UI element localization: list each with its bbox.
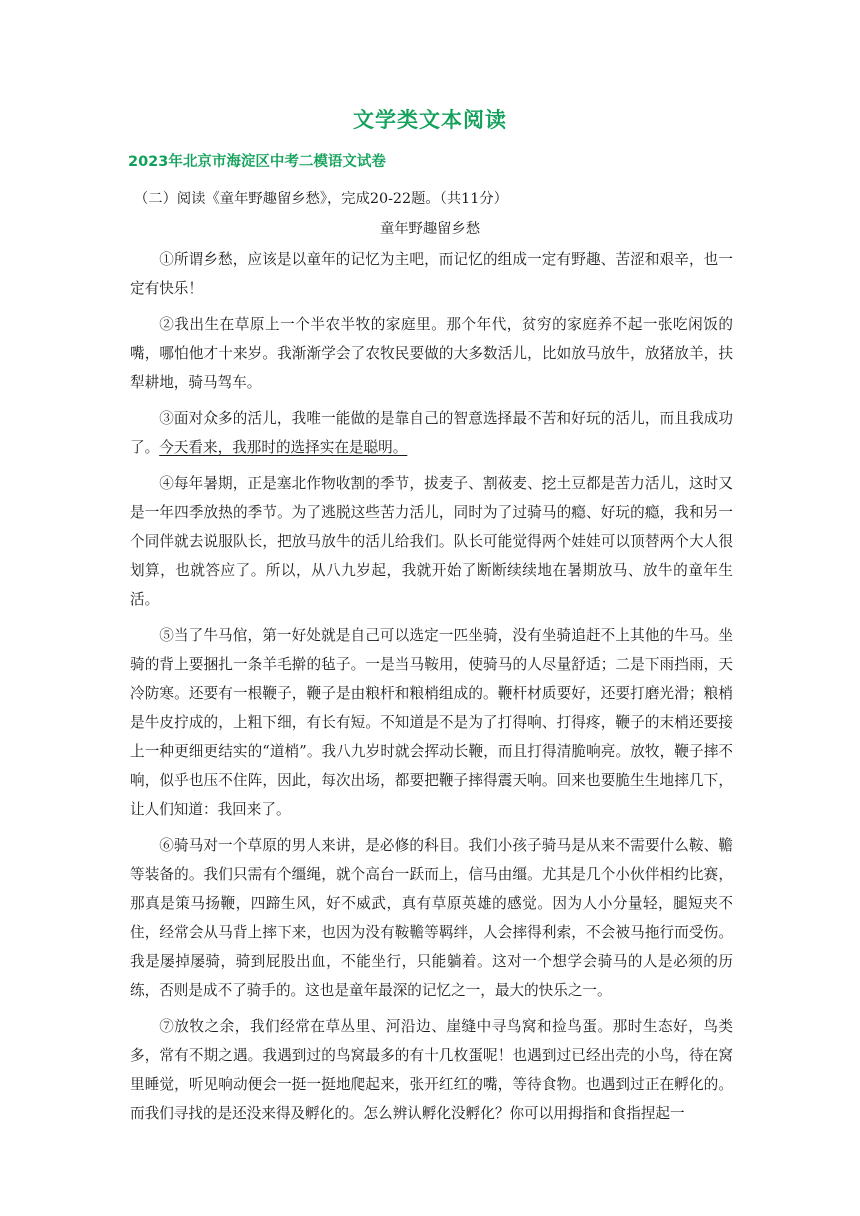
paragraph-4: ④每年暑期，正是塞北作物收割的季节，拔麦子、割莜麦、挖土豆都是苦力活儿，这时又是一年四季放热的季节。为了逃脱这些苦力活儿，同时为了过骑马的瘾、好玩的瘾，我和另一个同伴就去说服队长，把放马放牛的活儿给我们。队长可能觉得两个娃娃可以顶替两个大人很划算，也就答应了。所以，从八九岁起，我就开始了断断续续地在暑期放马、放牛的童年生活。 — [130, 475, 733, 608]
passage-body — [130, 245, 733, 1135]
passage-title: 童年野趣留乡愁 — [379, 221, 481, 237]
paragraph-2: ②我出生在草原上一个半农半牧的家庭里。那个年代，贫穷的家庭养不起一张吃闲饭的嘴，哪怕他才十来岁。我渐渐学会了农牧民要做的大多数活儿，比如放马放牛，放猪放羊，扶犁耕地，骑马驾车。 — [130, 316, 733, 391]
paragraph-5: ⑤当了牛马倌，第一好处就是自己可以选定一匹坐骑，没有坐骑追赶不上其他的牛马。坐骑的背上要捆扎一条羊毛擀的毡子。一是当马鞍用，使骑马的人尽量舒适；二是下雨挡雨，天冷防寒。还要有一根鞭子，鞭子是由粮杆和粮梢组成的。鞭杆材质要好，还要打磨光滑；粮梢是牛皮拧成的，上粗下细，有长有短。不知道是不是为了打得响、打得疼，鞭子的末梢还要接上一种更细更结实的“道梢”。我八九岁时就会挥动长鞭，而且打得清脆响亮。放牧，鞭子摔不响，似乎也压不住阵，因此，每次出场，都要把鞭子摔得震天响。回来也要脆生生地摔几下，让人们知道：我回来了。 — [130, 627, 733, 818]
document-title: 文学类文本阅读 — [353, 108, 507, 132]
exam-source-heading: 2023年北京市海淀区中考二模语文试卷 — [128, 154, 386, 170]
paragraph-3-text: ③面对众多的活儿，我唯一能做的是靠自己的智意选择最不苦和好玩的活儿，而且我成功了。 — [130, 410, 733, 456]
paragraph-7: ⑦放牧之余，我们经常在草丛里、河沿边、崖缝中寻鸟窝和捡鸟蛋。那时生态好，鸟类多，常有不期之遇。我遇到过的鸟窝最多的有十几枚蛋呢！也遇到过已经出壳的小鸟，待在窝里睡觉，听见响动便会一挺一挺地爬起来，张开红红的嘴，等待食物。也遇到过正在孵化的。而我们寻找的是还没来得及孵化的。怎么辨认孵化没孵化？你可以用拇指和食指捏起一 — [130, 1018, 733, 1122]
paragraph-3 — [130, 404, 733, 462]
underlined-sentence: 今天看来，我那时的选择实在是聪明。 — [159, 439, 408, 456]
question-instruction: （二）阅读《童年野趣留乡愁》，完成20-22题。（共11分） — [134, 191, 508, 207]
paragraph-1: ①所谓乡愁，应该是以童年的记忆为主吧，而记忆的组成一定有野趣、苦涩和艰辛，也一定有快乐！ — [130, 251, 733, 297]
paragraph-6: ⑥骑马对一个草原的男人来讲，是必修的科目。我们小孩子骑马是从来不需要什么鞍、韂等装备的。我们只需有个缰绳，就个高台一跃而上，信马由缰。尤其是几个小伙伴相约比赛，那真是策马扬鞭，四蹄生风，好不威武，真有草原英雄的感觉。因为人小分量轻，腿短夹不住，经常会从马背上摔下来，也因为没有鞍韂等羁绊，人会摔得利索，不会被马拖行而受伤。我是屡掉屡骑，骑到屁股出血，不能坐行，只能躺着。这对一个想学会骑马的人是必须的历练，否则是成不了骑手的。这也是童年最深的记忆之一，最大的快乐之一。 — [130, 837, 733, 999]
